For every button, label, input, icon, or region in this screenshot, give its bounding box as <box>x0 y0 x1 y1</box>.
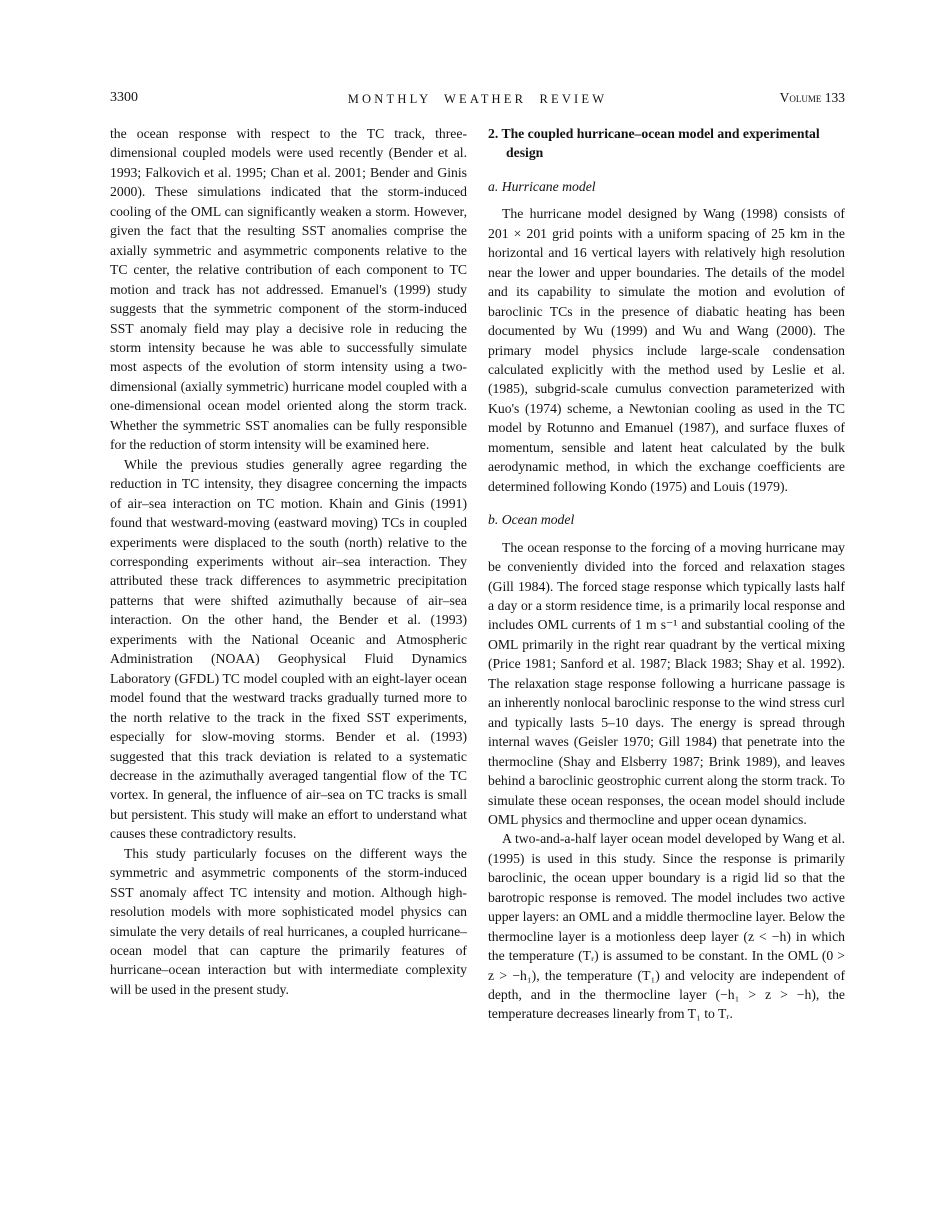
paragraph: The ocean response to the forcing of a moving hurricane may be conveniently divided into the forced and relaxation stages (Gill 1984). The forced stage response which typically lasts half a day or a storm residence time, is a primarily local response and includes OML currents of 1 m s⁻¹ and substantial cooling of the OML primarily in the right rear quadrant by the vertical mixing (Price 1981; Sanford et al. 1987; Black 1983; Shay et al. 1992). The relaxation stage response following a hurricane passage is an inherently nonlocal baroclinic response to the wind stress curl and typically lasts 5–10 days. The energy is spread through internal waves (Geisler 1970; Gill 1984) that penetrate into the thermocline (Shay and Elsberry 1987; Brink 1989), and leaves behind a baroclinic geostrophic current along the storm track. To simulate these ocean responses, the ocean model should include OML physics and thermocline and upper ocean dynamics. <box>488 539 845 827</box>
right-column <box>488 124 845 1024</box>
page-header <box>110 90 845 107</box>
paragraph: While the previous studies generally agree regarding the reduction in TC intensity, they disagree concerning the impacts of air–sea interaction on TC motion. Khain and Ginis (1991) found that westward-moving (eastward moving) TCs in coupled experiments were displaced to the south (north) relative to the corresponding experiments without air–sea interaction. They attributed these track differences to asymmetric precipitation patterns that were shifted azimuthally because of air–sea interaction. On the other hand, the Bender et al. (1993) experiments with the National Oceanic and Atmospheric Administration (NOAA) Geophysical Fluid Dynamics Laboratory (GFDL) TC model coupled with an eight-layer ocean model found that the westward tracks gradually turned more to the north relative to the track in the fixed SST experiments, especially for slow-moving storms. Bender et al. (1993) suggested that this track deviation is related to a systematic decrease in the azimuthally averaged tangential flow of the TC vortex. In general, the influence of air–sea on TC tracks is small but persistent. This study will make an effort to understand what causes these contradictory results. <box>110 456 467 842</box>
paragraph: A two-and-a-half layer ocean model developed by Wang et al. (1995) is used in this study. Since the response is primarily baroclinic, the ocean upper boundary is a rigid lid so that the barotropic response is removed. The model includes two active upper layers: an OML and a middle thermocline layer. Below the thermocline layer is a motionless deep layer (z < −h) in which the temperature (Tᵣ) is assumed to be constant. In the OML (0 > z > −h₁), the temperature (T₁) and velocity are independent of depth, and in the thermocline layer (−h₁ > z > −h), the temperature decreases linearly from T₁ to Tᵣ. <box>488 831 845 1022</box>
subsection-heading-a: a. Hurricane model <box>488 178 596 194</box>
section-heading: 2. The coupled hurricane–ocean model and experimental design <box>488 126 820 161</box>
two-column-body <box>110 124 845 1024</box>
paragraph: This study particularly focuses on the different ways the symmetric and asymmetric components of the storm-induced SST anomaly affect TC intensity and motion. Although high-resolution models with more sophisticated model physics can simulate the very details of real hurricanes, a coupled hurricane–ocean model that can capture the primarily features of hurricane–ocean interaction but with intermediate complexity will be used in the present study. <box>110 845 467 997</box>
page-number: 3300 <box>110 90 138 105</box>
paragraph: The hurricane model designed by Wang (1998) consists of 201 × 201 grid points with a uniform spacing of 25 km in the horizontal and 16 vertical layers with relatively high resolution near the lower and upper boundaries. The details of the model and its capability to simulate the motion and evolution of baroclinic TCs in the presence of diabatic heating has been documented by Wu (1999) and Wu and Wang (2000). The primary model physics include large-scale condensation calculated explicitly with the method used by Leslie et al. (1985), subgrid-scale cumulus convection parameterized with Kuo's (1974) scheme, a Newtonian cooling as used in the TC model by Rotunno and Emanuel (1987), and surface fluxes of momentum, sensible and latent heat calculated by the bulk aerodynamic method, in which the exchange coefficients are determined following Kondo (1975) and Louis (1979). <box>488 206 845 494</box>
subsection-heading-b: b. Ocean model <box>488 512 575 528</box>
left-column <box>110 124 467 1024</box>
journal-title: MONTHLY WEATHER REVIEW <box>347 91 608 106</box>
volume-label: Volume 133 <box>779 90 845 105</box>
paragraph: the ocean response with respect to the TC track, three-dimensional coupled models were used recently (Bender et al. 1993; Falkovich et al. 1995; Chan et al. 2001; Bender and Ginis 2000). These simulations indicated that the storm-induced cooling of the OML can significantly weaken a storm. However, given the fact that the resulting SST anomalies comprise the axially symmetric and asymmetric components relative to the TC center, the relative contribution of each component to TC motion and track has not addressed. Emanuel's (1999) study suggests that the symmetric component of the storm-induced SST anomaly field may play a decisive role in reducing the storm intensity because he was able to successfully simulate most aspects of the evolution of storm intensity using a two-dimensional (axially symmetric) hurricane model coupled with a one-dimensional ocean model oriented along the storm track. Whether the symmetric SST anomalies can be fully responsible for the reduction of storm intensity will be examined here. <box>110 126 467 453</box>
